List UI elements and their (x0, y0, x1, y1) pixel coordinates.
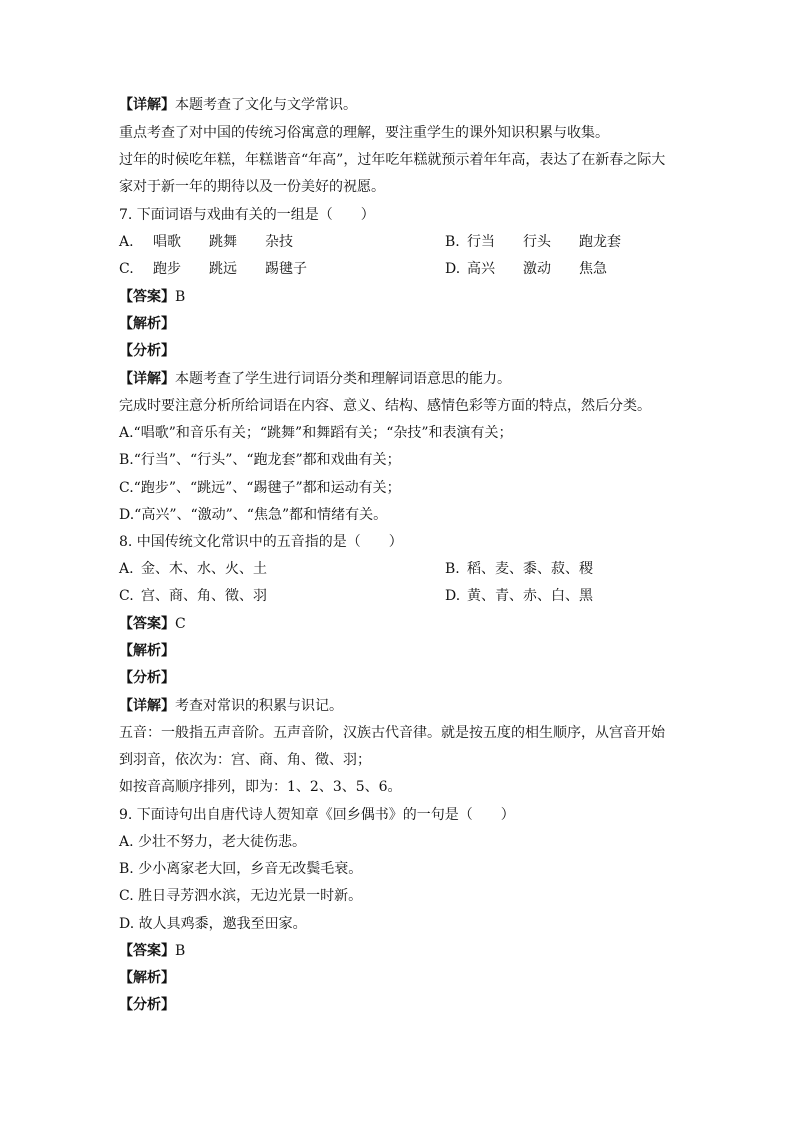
option-letter: D. (445, 588, 461, 604)
q8-option-c (119, 587, 267, 605)
option-word: 跑龙套 (579, 234, 621, 250)
q9-option-d: D. 故人具鸡黍，邀我至田家。 (119, 916, 307, 932)
q7-analysis-tag: 【解析】 (119, 316, 175, 332)
q7-fenxi-tag: 【分析】 (119, 343, 175, 359)
q8-explain-2: 到羽音，依次为：宫、商、角、徵、羽； (119, 752, 371, 768)
option-letter: D. (445, 261, 461, 277)
q7-explain-2: A.“唱歌”和音乐有关；“跳舞”和舞蹈有关；“杂技”和表演有关； (119, 425, 513, 441)
q7-question: 7. 下面词语与戏曲有关的一组是（ ） (119, 207, 375, 223)
intro-paragraph-2a: 过年的时候吃年糕，年糕谐音“年高”，过年吃年糕就预示着年年高，表达了在新春之际大 (119, 152, 666, 168)
detail-tag: 【详解】 (119, 371, 175, 387)
q9-question: 9. 下面诗句出自唐代诗人贺知章《回乡偶书》的一句是（ ） (119, 807, 515, 823)
q8-option-b (445, 560, 593, 578)
option-word: 焦急 (579, 261, 607, 277)
q7-explain-3: B.“行当”、“行头”、“跑龙套”都和戏曲有关； (119, 452, 401, 468)
q8-explain-3: 如按音高顺序排列，即为：1、2、3、5、6。 (119, 779, 402, 795)
answer-tag: 【答案】 (119, 289, 175, 305)
q7-explain-1: 完成时要注意分析所给词语在内容、意义、结构、感情色彩等方面的特点，然后分类。 (119, 398, 651, 414)
q7-option-c (119, 260, 307, 278)
option-word: 踢毽子 (265, 261, 307, 277)
option-word: 跳远 (209, 261, 237, 277)
q7-option-a (119, 233, 293, 251)
q9-option-a: A. 少壮不努力，老大徒伤悲。 (119, 834, 307, 850)
option-word: 激动 (523, 261, 551, 277)
q7-detail (119, 370, 511, 388)
q8-explain-1: 五音：一般指五声音阶。五声音阶，汉族古代音律。就是按五度的相生顺序，从宫音开始 (119, 725, 665, 741)
answer-tag: 【答案】 (119, 943, 175, 959)
detail-tag: 【详解】 (119, 97, 175, 113)
option-letter: A. (119, 561, 134, 577)
detail-text: 考查对常识的积累与识记。 (175, 698, 343, 714)
q9-option-c: C. 胜日寻芳泗水滨，无边光景一时新。 (119, 888, 363, 904)
option-text: 宫、商、角、徵、羽 (141, 588, 267, 604)
option-letter: C. (119, 261, 134, 277)
option-word: 杂技 (265, 234, 293, 250)
q9-answer (119, 942, 185, 960)
option-text: 黄、青、赤、白、黑 (467, 588, 593, 604)
option-text: 金、木、水、火、土 (141, 561, 267, 577)
q9-fenxi-tag: 【分析】 (119, 997, 175, 1013)
option-letter: C. (119, 588, 134, 604)
option-word: 行当 (467, 234, 495, 250)
q8-detail (119, 697, 343, 715)
q7-explain-4: C.“跑步”、“跳远”、“踢毽子”都和运动有关； (119, 480, 401, 496)
q7-option-d (445, 260, 607, 278)
q8-fenxi-tag: 【分析】 (119, 670, 175, 686)
intro-paragraph-2b: 家对于新一年的期待以及一份美好的祝愿。 (119, 179, 385, 195)
detail-text: 本题考查了文化与文学常识。 (175, 97, 357, 113)
answer-value: B (175, 289, 186, 305)
option-word: 行头 (523, 234, 551, 250)
detail-text: 本题考查了学生进行词语分类和理解词语意思的能力。 (175, 371, 511, 387)
option-letter: B. (445, 561, 460, 577)
option-word: 高兴 (467, 261, 495, 277)
answer-tag: 【答案】 (119, 616, 175, 632)
q8-question: 8. 中国传统文化常识中的五音指的是（ ） (119, 534, 403, 550)
option-text: 稻、麦、黍、菽、稷 (467, 561, 593, 577)
intro-paragraph-1: 重点考查了对中国的传统习俗寓意的理解，要注重学生的课外知识积累与收集。 (119, 125, 609, 141)
q7-option-b (445, 233, 621, 251)
q8-option-d (445, 587, 593, 605)
q7-answer (119, 288, 185, 306)
q8-answer (119, 615, 186, 633)
q9-option-b: B. 少小离家老大回，乡音无改鬓毛衰。 (119, 861, 363, 877)
detail-tag: 【详解】 (119, 698, 175, 714)
option-word: 跑步 (153, 261, 181, 277)
answer-value: B (175, 943, 186, 959)
q8-option-a (119, 560, 267, 578)
q8-analysis-tag: 【解析】 (119, 643, 175, 659)
intro-detail (119, 96, 357, 114)
option-letter: A. (119, 234, 134, 250)
q9-analysis-tag: 【解析】 (119, 970, 175, 986)
option-word: 唱歌 (153, 234, 181, 250)
option-letter: B. (445, 234, 460, 250)
answer-value: C (175, 616, 186, 632)
q7-explain-5: D.“高兴”、“激动”、“焦急”都和情绪有关。 (119, 507, 388, 523)
option-word: 跳舞 (209, 234, 237, 250)
